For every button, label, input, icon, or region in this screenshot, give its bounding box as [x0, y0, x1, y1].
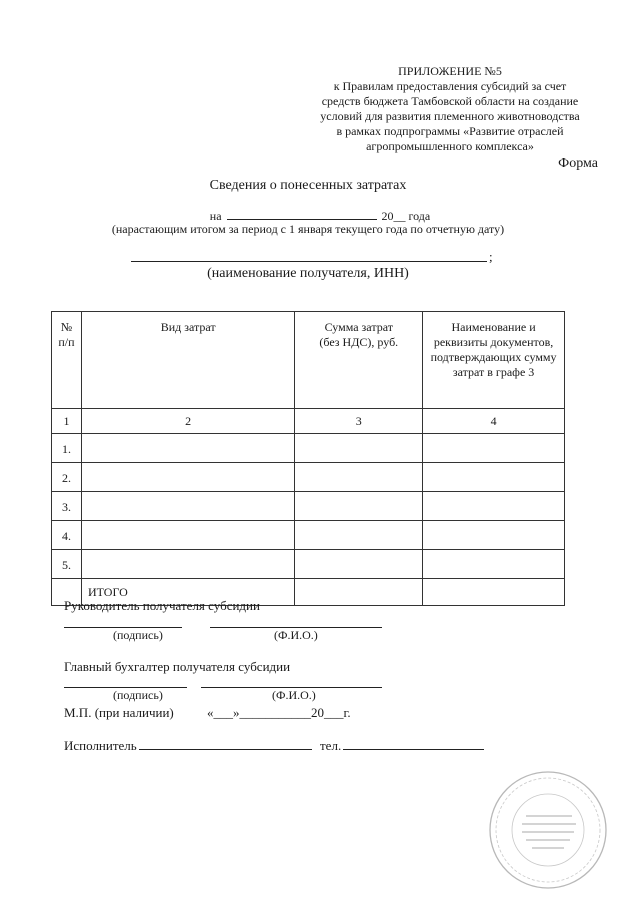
executor-label: Исполнитель	[64, 738, 137, 753]
header-cell-amount: Сумма затрат (без НДС), руб.	[295, 312, 423, 409]
recipient-label: (наименование получателя, ИНН)	[207, 266, 409, 281]
phone-line[interactable]	[343, 749, 484, 750]
column-number: 3	[295, 409, 423, 434]
row-number: 1.	[52, 434, 82, 463]
cost-type-cell[interactable]	[81, 521, 294, 550]
annex-line: к Правилам предоставления субсидий за счет	[333, 79, 567, 93]
cost-type-cell[interactable]	[81, 550, 294, 579]
documents-cell[interactable]	[423, 463, 565, 492]
annex-line: средств бюджета Тамбовской области на создание	[321, 94, 579, 108]
table-row	[52, 463, 565, 492]
table-header-row	[52, 312, 565, 409]
documents-cell[interactable]	[423, 492, 565, 521]
date-blank-field[interactable]	[227, 208, 377, 220]
documents-cell[interactable]	[423, 521, 565, 550]
table-row	[52, 434, 565, 463]
total-label: ИТОГО	[81, 579, 294, 606]
header-cell-number: № п/п	[52, 312, 82, 409]
cost-type-cell[interactable]	[81, 434, 294, 463]
executor-name-line[interactable]	[139, 749, 312, 750]
column-number: 4	[423, 409, 565, 434]
head-signature-title: Руководитель получателя субсидии	[64, 598, 260, 613]
table-row	[52, 492, 565, 521]
amount-cell[interactable]	[295, 463, 423, 492]
date-prefix: на	[209, 209, 222, 223]
form-label: Форма	[558, 156, 598, 171]
table-row	[52, 550, 565, 579]
row-number: 5.	[52, 550, 82, 579]
column-numbers-row	[52, 409, 565, 434]
recipient-semicolon: ;	[489, 249, 493, 264]
accountant-signature-caption: (подпись)	[113, 688, 163, 702]
period-note: (нарастающим итогом за период с 1 января текущего года по отчетную дату)	[111, 222, 505, 236]
accountant-signature-title: Главный бухгалтер получателя субсидии	[64, 659, 291, 674]
amount-cell[interactable]	[295, 521, 423, 550]
head-signature-caption: (подпись)	[113, 628, 163, 642]
cost-type-cell[interactable]	[81, 492, 294, 521]
date-suffix: 20__ года	[381, 209, 431, 223]
seal-stamp-icon	[486, 768, 610, 892]
table-row	[52, 521, 565, 550]
row-number: 3.	[52, 492, 82, 521]
amount-cell[interactable]	[295, 434, 423, 463]
costs-table	[51, 311, 565, 606]
annex-line: в рамках подпрограммы «Развитие отраслей	[336, 124, 564, 138]
stamp-note: М.П. (при наличии)	[64, 705, 174, 720]
amount-cell[interactable]	[295, 492, 423, 521]
row-number: 2.	[52, 463, 82, 492]
documents-cell[interactable]	[423, 434, 565, 463]
row-number: 4.	[52, 521, 82, 550]
date-field[interactable]: «___»___________20___г.	[207, 705, 351, 720]
amount-cell[interactable]	[295, 550, 423, 579]
accountant-name-caption: (Ф.И.О.)	[272, 688, 316, 702]
annex-header	[300, 64, 600, 154]
column-number: 2	[81, 409, 294, 434]
recipient-blank-field[interactable]	[131, 261, 487, 262]
total-documents-cell[interactable]	[423, 579, 565, 606]
document-title: Сведения о понесенных затратах	[209, 178, 407, 193]
documents-cell[interactable]	[423, 550, 565, 579]
column-number: 1	[52, 409, 82, 434]
total-amount-cell[interactable]	[295, 579, 423, 606]
header-cell-documents: Наименование и реквизиты документов, подтверждающих сумму затрат в графе 3	[423, 312, 565, 409]
annex-line: условий для развития племенного животноводства	[320, 109, 580, 123]
cost-type-cell[interactable]	[81, 463, 294, 492]
annex-line: агропромышленного комплекса»	[366, 139, 534, 153]
header-cell-cost-type: Вид затрат	[81, 312, 294, 409]
annex-line: ПРИЛОЖЕНИЕ №5	[398, 64, 502, 78]
phone-label: тел.	[320, 738, 342, 753]
head-name-caption: (Ф.И.О.)	[274, 628, 318, 642]
